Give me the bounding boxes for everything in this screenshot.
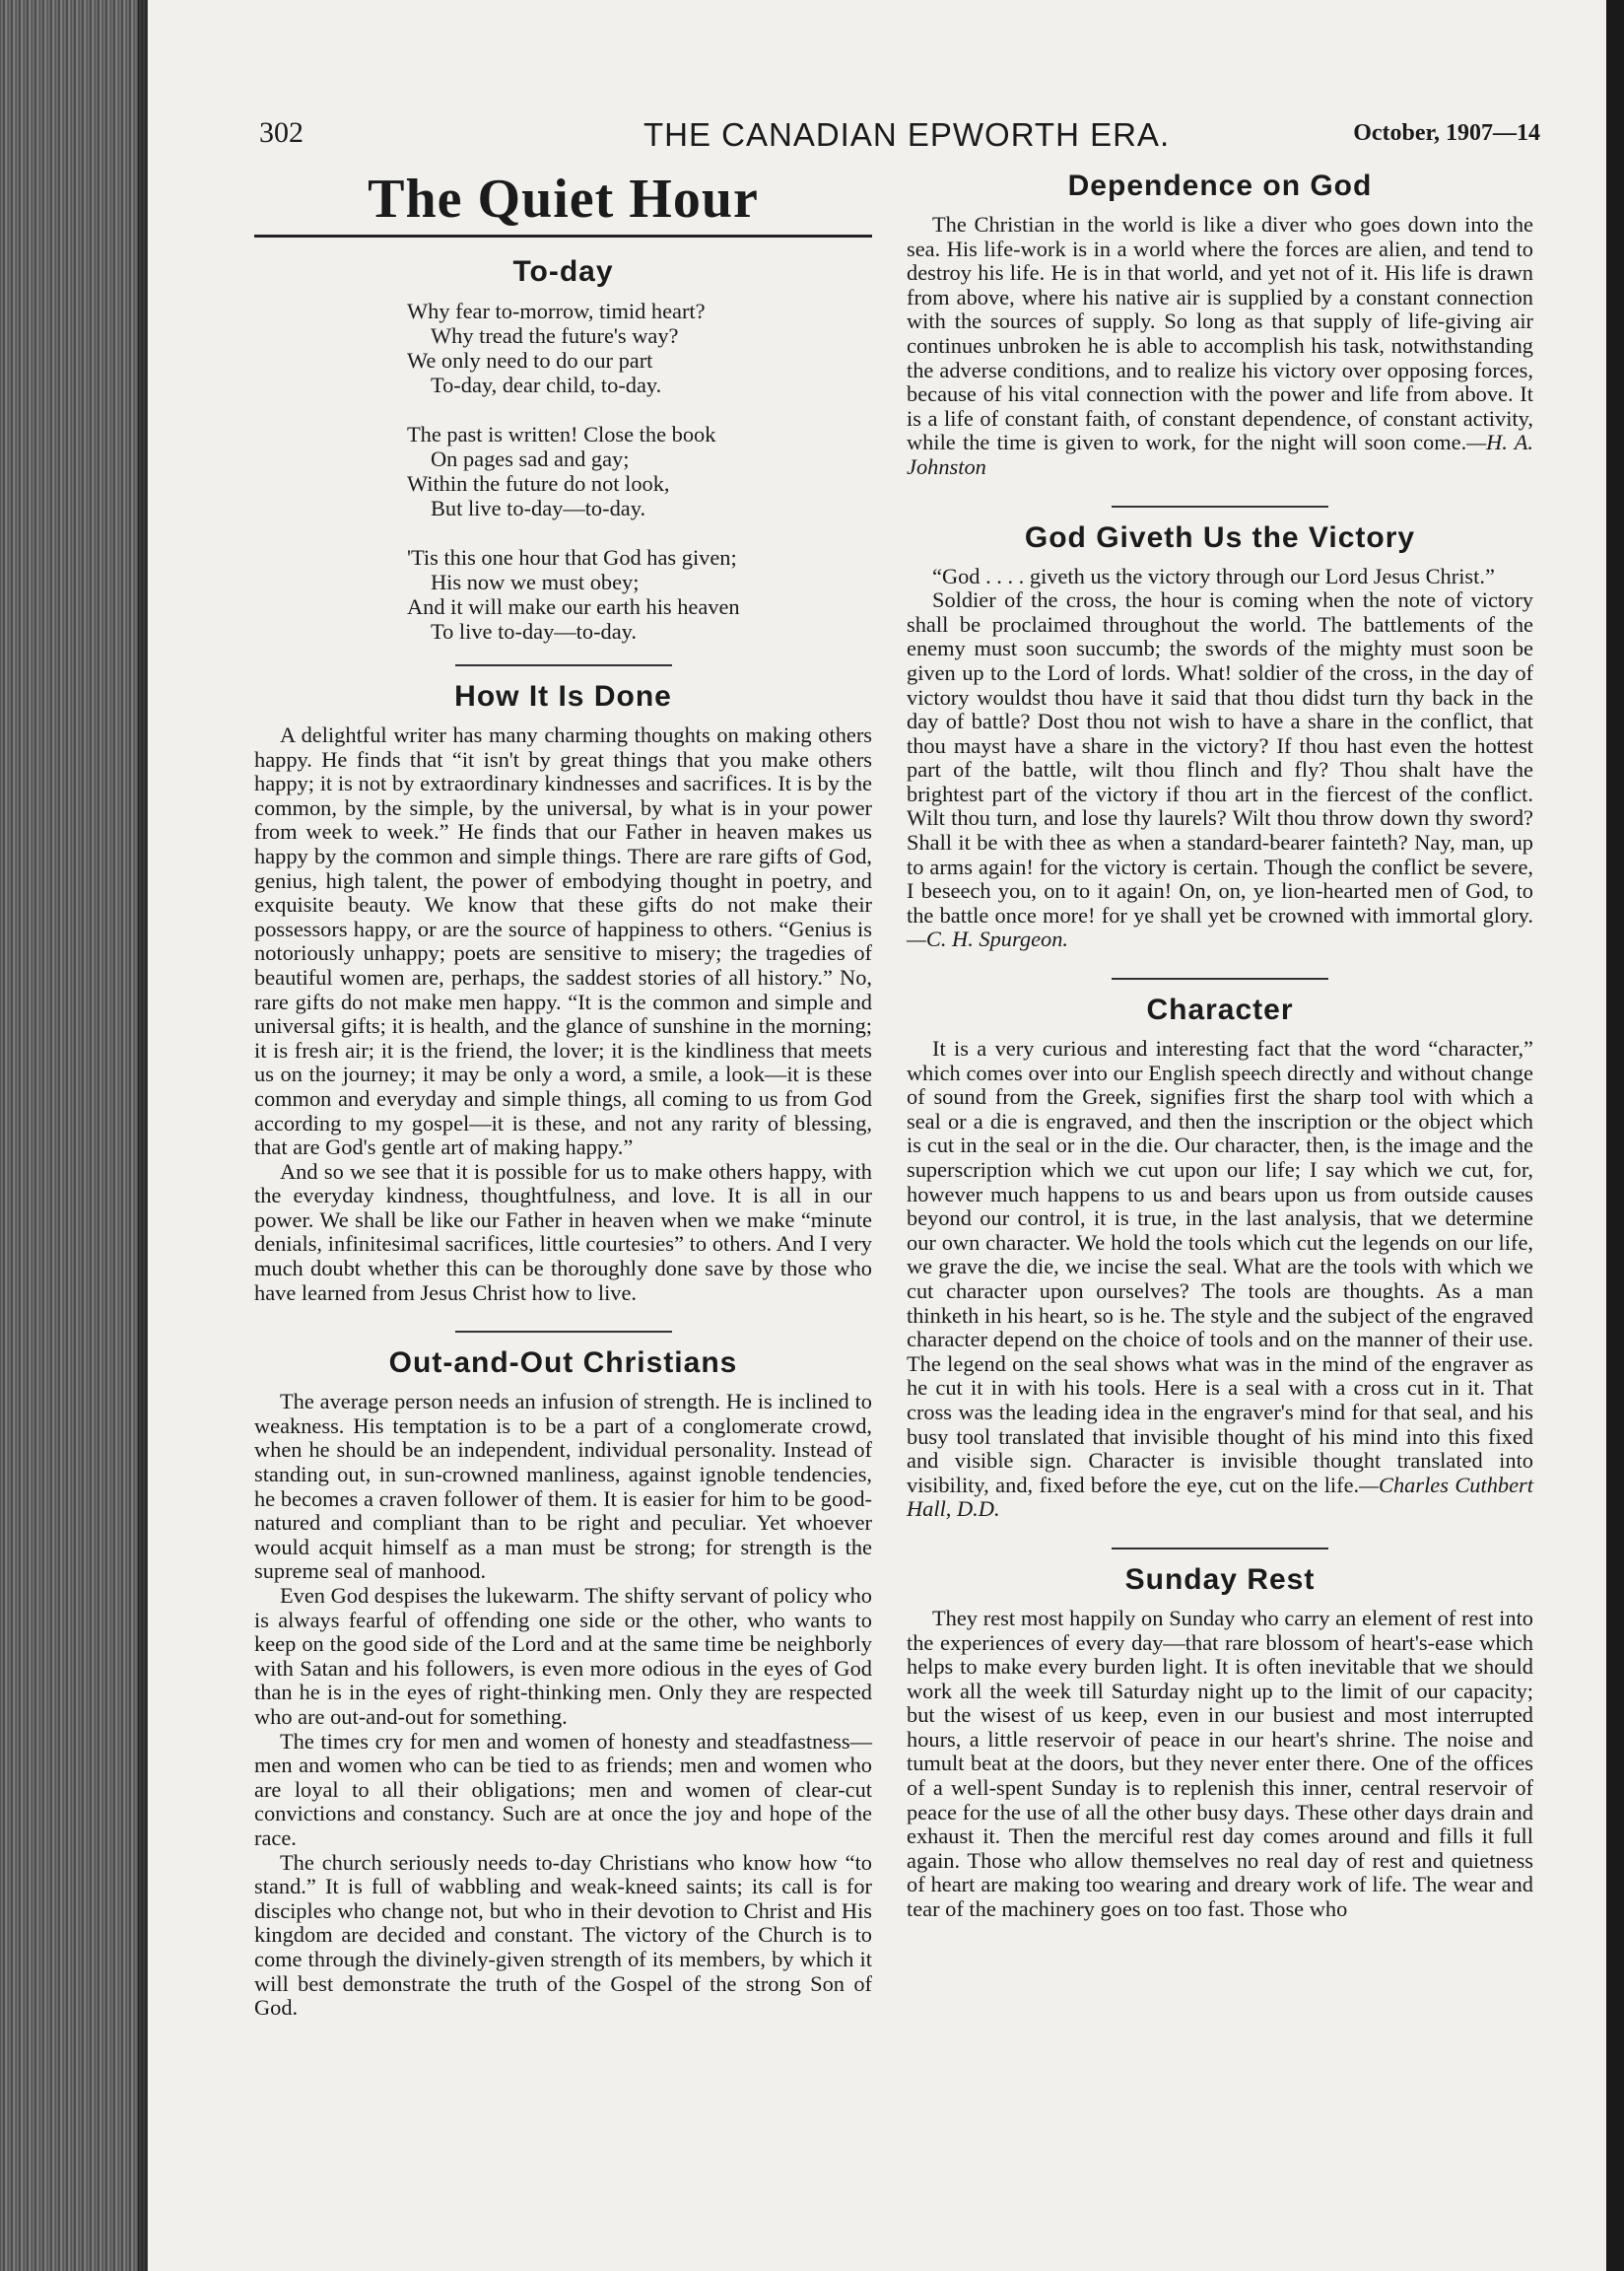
poem-today	[407, 299, 872, 644]
poem-line: To live to-day—to-day.	[431, 619, 638, 644]
section-title-dependence: Dependence on God	[1067, 170, 1373, 202]
department-title: The Quiet Hour	[368, 169, 759, 230]
section-title-how-done: How It Is Done	[454, 680, 672, 713]
poem-line: And it will make our earth his heaven	[407, 594, 740, 619]
article-paragraph: The average person needs an infusion of strength. He is inclined to weakness. His temptation is to be a part of a conglomerate crowd, when he should be an independent, individual personality. Instead of standing out, in sun-crowned manliness, against ignoble tendencies, he becomes a craven follower of them. It is easier for him to be good-natured and compliant than to be right and peculiar. Yet whoever would acquit himself as a man must be strong; for strength is the supreme seal of manhood.	[254, 1389, 872, 1584]
article-text: Soldier of the cross, the hour is coming when the note of victory shall be proclaimed throughout the world. The battlements of the enemy must soon succumb; the swords of the mighty must soon be given up to the Lord of lords. What! soldier of the cross, in the day of victory wouldst thou have it said that thou didst turn thy back in the day of battle? Dost thou not wish to have a share in the conflict, that thou mayst have a share in the victory? If thou hast even the hottest part of the battle, wilt thou flinch and fly? Thou shalt have the brightest part of the victory if thou art in the fiercest of the conflict. Wilt thou turn, and lose thy laurels? Wilt thou throw down thy sword? Shall it be with thee as when a standard-bearer fainteth? Nay, man, up to arms again! for the victory is certain. Though the conflict be severe, I beseech you, on to it again! On, on, ye lion-hearted men of God, to the battle once more! for ye shall yet be crowned with immortal glory.	[907, 587, 1533, 928]
poem-line: Why fear to-morrow, timid heart?	[407, 299, 706, 323]
book-binding	[0, 0, 148, 2271]
section-divider	[455, 664, 672, 666]
poem-stanza	[407, 299, 872, 397]
attribution: —Charles Cuthbert Hall, D.D.	[907, 1472, 1533, 1522]
department-rule	[254, 235, 872, 238]
article-paragraph: And so we see that it is possible for us to make others happy, with the everyday kindness, thoughtfulness, and love. It is all in our power. We shall be like our Father in heaven when we make “minute denials, infinitesimal sacrifices, little courtesies” to others. And I very much doubt whether this can be thoroughly done save by those who have learned from Jesus Christ how to live.	[254, 1158, 872, 1305]
poem-line: His now we must obey;	[431, 570, 640, 594]
poem-line: Why tread the future's way?	[431, 323, 679, 348]
article-paragraph: The times cry for men and women of honesty and steadfastness—men and women who can be tied to as friends; men and women who are loyal to all their obligations; men and women of clear-cut convictions and constancy. Such are at once the joy and hope of the race.	[254, 1728, 872, 1850]
poem-line: The past is written! Close the book	[407, 422, 716, 447]
section-title-victory: God Giveth Us the Victory	[1024, 520, 1416, 554]
attribution: —H. A. Johnston	[907, 430, 1533, 479]
poem-stanza	[407, 545, 872, 644]
section-divider	[1112, 978, 1328, 980]
right-column	[907, 168, 1533, 1922]
article-paragraph: A delightful writer has many charming thoughts on making others happy. He finds that “it isn't by great things that you make others happy; it is not by extraordinary kindnesses and sacrifices. It is by the common, by the simple, by the universal, by what is in your power from week to week.” He finds that our Father in heaven makes us happy by the common and simple things. There are rare gifts of God, genius, high talent, the power of embodying thought in poetry, and exquisite beauty. We know that these gifts do not make their possessors happy, or are the source of happiness to others. “Genius is notoriously unhappy; poets are sensitive to misery; the tragedies of beautiful women are, perhaps, the saddest stories of all history.” No, rare gifts do not make men happy. “It is the common and simple and universal gifts; it is health, and the glance of sunshine in the morning; it is fresh air; it is the friend, the lover; it is the kindliness that meets us on the journey; it may be only a word, a smile, a look—it is these common and everyday and simple things, all coming to us from God according to my gospel—it is these, and not any rarity of blessing, that are God's gentle art of making happy.”	[254, 723, 872, 1160]
section-divider	[1112, 506, 1328, 508]
poem-stanza	[407, 422, 872, 520]
poem-line: Within the future do not look,	[407, 471, 670, 496]
attribution: —C. H. Spurgeon.	[907, 927, 1068, 952]
section-title-sunday: Sunday Rest	[1124, 1562, 1316, 1596]
poem-line: But live to-day—to-day.	[431, 496, 646, 520]
poem-line: 'Tis this one hour that God has given;	[407, 545, 737, 570]
section-divider	[1112, 1548, 1328, 1549]
issue-date: October, 1907—14	[1353, 120, 1540, 146]
poem-line: To-day, dear child, to-day.	[431, 373, 662, 397]
section-divider	[455, 1331, 672, 1333]
article-paragraph: They rest most happily on Sunday who carry an element of rest into the experiences of every day—that rare blossom of heart's-ease which helps to make every burden light. It is often inevitable that we should work all the week till Saturday night up to the limit of our capacity; but the wisest of us keep, even in our busiest and most interrupted hours, a little reservoir of peace in our heart's shrine. The noise and tumult beat at the doors, but they never enter there. One of the offices of a well-spent Sunday is to replenish this inner, central reservoir of peace for the use of all the other busy days. These other days drain and exhaust it. Then the merciful rest day comes around and fills it full again. Those who allow themselves no real day of rest and quietness of heart are making too wearing and dreary work of life. The wear and tear of the machinery goes on too fast. Those who	[907, 1605, 1533, 1922]
article-paragraph	[907, 213, 1533, 480]
section-title-out-and-out: Out-and-Out Christians	[388, 1346, 738, 1380]
poem-line: We only need to do our part	[407, 348, 653, 373]
article-paragraph: Even God despises the lukewarm. The shifty servant of policy who is always fearful of offending one side or the other, who wants to keep on the good side of the Lord and at the same time be neighborly with Satan and his followers, is even more odious in the eyes of God than he is in the eyes of right-thinking men. Only they are respected who are out-and-out for something.	[254, 1583, 872, 1729]
article-paragraph: The church seriously needs to-day Christians who know how “to stand.” It is full of wabbling and weak-kneed saints; its call is for disciples who change not, but who in their devotion to Christ and His kingdom are decided and constant. The victory of the Church is to come through the divinely-given strength of its members, by which it will best demonstrate the truth of the Gospel of the strong Son of God.	[254, 1849, 872, 2021]
article-paragraph	[907, 1037, 1533, 1522]
section-title-today: To-day	[512, 255, 614, 288]
article-text: It is a very curious and interesting fact that the word “character,” which comes over into our English speech directly and without change of sound from the Greek, signifies first the sharp tool with which a seal or a die is engraved, and then the inscription or the object which is cut in the seal or in the die. Our character, then, is the image and the superscription which we cut upon our life; I say which we cut, for, however much happens to us and bears upon us from outside causes beyond our control, it is true, in the last analysis, that we determine our own character. We hold the tools which cut the legends on our life, we grave the die, we incise the seal. What are the tools with which we cut character upon ourselves? The tools are thoughts. As a man thinketh in his heart, so is he. The style and the subject of the engraved character depend on the choice of tools and on the manner of their use. The legend on the seal shows what was in the mind of the engraver as he cut it in with his tools. Here is a seal with a cross cut in it. That cross was the leading idea in the engraver's mind for that seal, and his busy tool translated that invisible thought of his mind into this fixed and visible sign. Character is invisible thought translated into visibility, and, fixed before the eye, cut on the life.	[907, 1036, 1533, 1497]
scripture-quote: “God . . . . giveth us the victory through our Lord Jesus Christ.”	[932, 563, 1495, 588]
article-text: The Christian in the world is like a diver who goes down into the sea. His life-work is in a world where the forces are alien, and tend to destroy his life. He is in that world, and yet not of it. His life is drawn from above, where his native air is supplied by a constant connection with the sources of supply. So long as that supply of life-giving air continues unbroken he is able to accomplish his task, notwithstanding the adverse conditions, and to realize his victory over opposing forces, because of his vital connection with the power and life from above. It is a life of constant faith, of constant dependence, of constant activity, while the time is given to work, for the night will soon come.	[907, 212, 1533, 455]
running-head	[259, 116, 1540, 162]
poem-line: On pages sad and gay;	[431, 447, 630, 471]
publication-title: THE CANADIAN EPWORTH ERA.	[643, 116, 1171, 153]
section-title-character: Character	[1146, 994, 1294, 1027]
article-paragraph	[907, 588, 1533, 952]
left-column	[254, 168, 872, 2021]
page-number: 302	[259, 116, 304, 149]
